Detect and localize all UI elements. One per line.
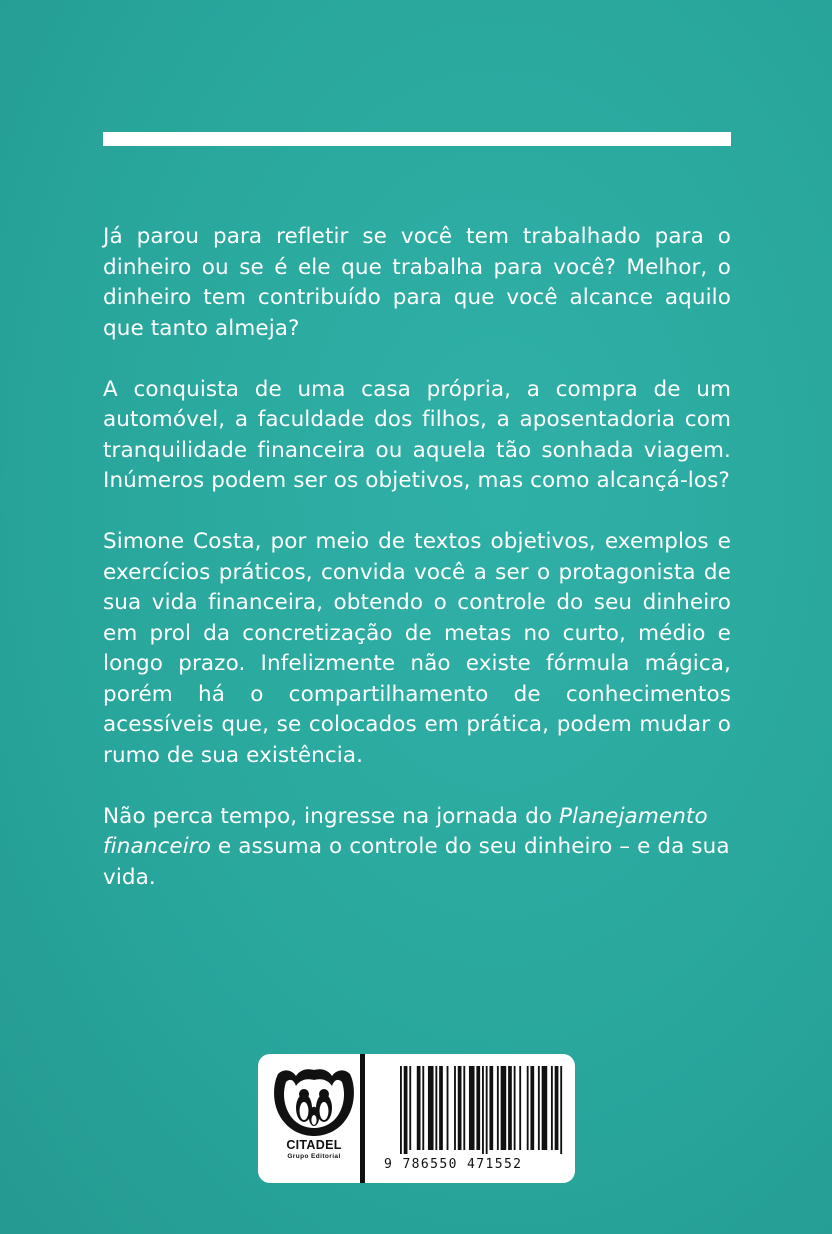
penguins-logo-icon (270, 1064, 358, 1138)
publisher-name: CITADEL (286, 1138, 342, 1152)
barcode-bar (530, 1066, 534, 1150)
closing-paragraph (103, 802, 731, 894)
barcode-bar (439, 1066, 443, 1150)
synopsis-paragraph-3: Simone Costa, por meio de textos objetivos, exemplos e exercícios práticos, convida você a ser o protagonista de sua vida financeira, obtendo o controle do seu dinheiro em prol da concretização de metas no curto, médio e longo prazo. Infelizmente não existe fórmula mágica, porém há o compartilhamento de conhecimentos acessíveis que, se colocados em prática, podem mudar o rumo de sua existência. (103, 529, 731, 768)
barcode-bar (482, 1066, 484, 1154)
barcode-bar (447, 1066, 449, 1150)
barcode-bar (463, 1066, 465, 1150)
barcode-bar (538, 1066, 540, 1150)
isbn-barcode-box (258, 1054, 575, 1183)
barcode-bar (486, 1066, 488, 1154)
top-divider-bar (103, 132, 731, 146)
isbn-number: 9 786550 471552 (384, 1157, 523, 1172)
barcode-bar (454, 1066, 456, 1150)
barcode-bar (514, 1066, 516, 1150)
publisher-logo (270, 1064, 358, 1174)
barcode-bar (417, 1066, 421, 1150)
barcode-bar (560, 1066, 562, 1154)
closing-text-start: Não perca tempo, ingresse na jornada do (103, 803, 560, 829)
barcode-bar (476, 1066, 480, 1150)
barcode-bar (469, 1066, 475, 1150)
barcode-bar (542, 1066, 548, 1150)
publisher-subtitle: Grupo Editorial (287, 1153, 341, 1160)
barcode-bar (422, 1066, 424, 1150)
barcode-bar (404, 1066, 408, 1154)
barcode-bar (497, 1066, 499, 1150)
logo-divider (360, 1054, 365, 1183)
synopsis-paragraph-2: A conquista de uma casa própria, a compra de um automóvel, a faculdade dos filhos, a aposentadoria com tranquilidade financeira ou aquela tão sonhada viagem. Inúmeros podem ser os objetivos, mas como alcançá-los? (103, 376, 731, 493)
barcode-bar (555, 1066, 559, 1150)
barcode-bar (409, 1066, 411, 1150)
barcode-bar (519, 1066, 521, 1150)
barcode-icon (400, 1066, 564, 1154)
barcode-bar (527, 1066, 529, 1150)
barcode-bar (458, 1066, 462, 1150)
closing-text-end: e assuma o controle do seu dinheiro – e da sua vida. (103, 834, 730, 890)
synopsis-paragraph-1: Já parou para refletir se você tem trabalhado para o dinheiro ou se é ele que trabalha para você? Melhor, o dinheiro tem contribuído para que você alcance aquilo que tanto almeja? (103, 224, 731, 341)
barcode-bar (428, 1066, 434, 1150)
barcode-bar (400, 1066, 402, 1154)
book-title-italic: Planejamento financeiro (103, 803, 708, 859)
barcode-bar (551, 1066, 553, 1150)
barcode-bar (501, 1066, 507, 1150)
barcode-bar (435, 1066, 437, 1150)
synopsis-text (103, 222, 731, 893)
barcode-bar (508, 1066, 512, 1150)
barcode-bar (489, 1066, 493, 1150)
